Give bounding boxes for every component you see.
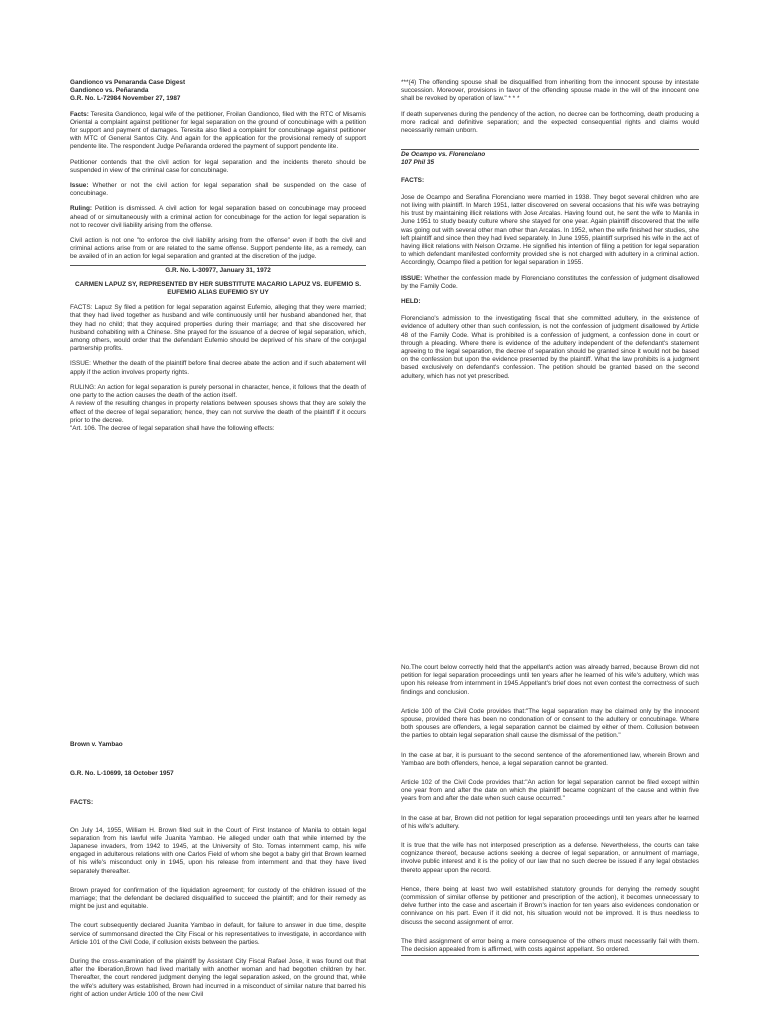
brown-right-5: In the case at bar, Brown did not petition for legal separation proceedings until ten years after he learned of his wife's adultery. [401,814,699,830]
ocampo-citation: 107 Phil 35 [401,159,435,167]
gandionco-issue: Issue: Whether or not the civil action for legal separation shall be suspended on the case of concubinage. [70,182,366,198]
case-heading-title: Gandionco vs. Peñaranda [70,87,149,95]
ocampo-held-label: HELD: [401,298,421,306]
left-column-bottom [70,741,366,1006]
lapuz-continuation: ***(4) The offending spouse shall be disqualified from inheriting from the innocent spouse by intestate succession. Moreover, provisions in favor of the offending spouse made in the will of the innocent one shall be revoked by operation of law." * * * [401,79,699,103]
ocampo-issue: ISSUE: Whether the confession made by Florenciano constitutes the confession of judgment disallowed by the Family Code. [401,274,699,290]
lapuz-gr: G.R. No. L-30977, January 31, 1972 [70,265,366,275]
brown-facts-2: Brown prayed for confirmation of the liquidation agreement; for custody of the children issued of the marriage; that the defendant be declared disqualified to succeed the plaintiff; and for their remedy as might be just and equitable. [70,886,366,911]
brown-facts-label: FACTS: [70,799,94,807]
right-column-bottom [401,664,699,963]
case-heading-digest: Gandionco vs Penaranda Case Digest [70,79,186,86]
lapuz-title: CARMEN LAPUZ SY, REPRESENTED BY HER SUBSTITUTE MACARIO LAPUZ VS. EUFEMIO S. EUFEMIO ALIAS EUFEMIO SY UY [74,280,362,297]
lapuz-issue: ISSUE: Whether the death of the plaintiff before final decree abate the action and if such abatement will apply if the action involves property rights. [70,360,366,376]
lapuz-ruling-1: RULING: An action for legal separation is purely personal in character, hence, it follows that the death of one party to the action causes the death of the action itself. [70,383,366,400]
ocampo-facts-label: FACTS: [401,176,425,184]
gandionco-ruling: Ruling: Petition is dismissed. A civil action for legal separation based on concubinage may proceed ahead of or simultaneously with a criminal action for concubinage for the action for legal separation is not to recover civil liability arising from the offense. [70,205,366,229]
brown-right-4: Article 102 of the Civil Code provides that:"An action for legal separation cannot be filed except within one year from and after the date on which the plaintiff became cognizant of the cause and within five years from and after the date when such cause occurred." [401,779,699,803]
lapuz-ruling-2: A review of the resulting changes in property relations between spouses shows that they are solely the effect of the decree of legal separation; hence, they can not survive the death of the plaintiff if it occurs prior to the decree. [70,400,366,424]
brown-right-3: In the case at bar, it is pursuant to the second sentence of the aforementioned law, wherein Brown and Yambao are both offenders, hence, a legal separation cannot be granted. [401,751,699,767]
brown-facts-4: During the cross-examination of the plaintiff by Assistant City Fiscal Rafael Jose, it was found out that after the liberation,Brown had lived maritally with another woman and had begotten children by her. Thereafter, the court rendered judgment denying the legal separation asked, on the ground that, while the wife's adultery was established, Brown had incurred in a misconduct of similar nature that barred his right of action under Article 100 of the new Civil [70,958,366,998]
gandionco-civil-action: Civil action is not one "to enforce the civil liability arising from the offense" even if both the civil and criminal actions arise from or are related to the same offense. Support pendente lite, as a remedy, can be availed of in an action for legal separation and granted at the discretion of the judge. [70,237,366,261]
case-heading-gr: G.R. No. L-72984 November 27, 1987 [70,95,181,103]
gandionco-facts: Facts: Teresita Gandionco, legal wife of the petitioner, Froilan Gandionco, filed with the RTC of Misamis Oriental a complaint against petitioner for legal separation on the ground of concubinage with a petition for support and payment of damages. Teresita also filed a complaint for concubinage against petitioner with MTC of General Santos City. And again for the application for the provisional remedy of support pendente lite. The respondent Judge Peñaranda ordered the payment of support pendente lite. [70,110,366,151]
brown-facts-3: The court subsequently declared Juanita Yambao in default, for failure to answer in due time, despite service of summonsand directed the City Fiscal or his representatives to investigate, in accordance with Article 101 of the Civil Code, if collusion exists between the parties. [70,922,366,946]
brown-right-6: It is true that the wife has not interposed prescription as a defense. Nevertheless, the courts can take cognizance thereof, because actions seeking a decree of legal separation, or annulment of marriage, involve public interest and it is the policy of our law that no such decree be issued if any legal obstacles thereto appear upon the record. [401,842,699,874]
brown-title: Brown v. Yambao [70,741,123,748]
right-column-top [401,79,699,388]
lapuz-ruling-3: "Art. 106. The decree of legal separation shall have the following effects: [70,424,275,432]
brown-gr: G.R. No. L-10699, 18 October 1957 [70,770,174,778]
brown-right-7: Hence, there being at least two well established statutory grounds for denying the remedy sought (commission of similar offense by petitioner and prescription of the action), it becomes unnecessary to delve further into the case and ascertain if Brown's inaction for ten years also evidences condonation or connivance on his part. Even if it did not, his situation would not be improved. It is thus needless to discuss the second assignment of error. [401,885,699,926]
brown-right-1: No.The court below correctly held that the appellant's action was already barred, because Brown did not petition for legal separation proceedings until ten years after he learned of his wife's adultery, which was upon his release from internment in 1945.Appellant's brief does not even contest the correctness of such findings and conclusion. [401,664,699,696]
brown-facts-1: On July 14, 1955, William H. Brown filed suit in the Court of First Instance of Manila to obtain legal separation from his lawful wife Juanita Yambao. He alleged under oath that while interned by the Japanese invaders, from 1942 to 1945, at the University of Sto. Tomas internment camp, his wife engaged in adulterous relations with one Carlos Field of whom she begot a baby girl that Brown learned of his wife's misconduct only in 1945, upon his release from internment and that they have lived separately thereafter. [70,826,366,875]
gandionco-contention: Petitioner contends that the civil action for legal separation and the incidents thereto should be suspended in view of the criminal case for concubinage. [70,158,366,174]
ocampo-held: Florenciano's admission to the investigating fiscal that she committed adultery, in the existence of evidence of adultery other than such confession, is not the confession of judgment disallowed by Article 48 of the Family Code. What is prohibited is a confession of judgment, a confession done in court or through a pleading. Where there is evidence of the adultery independent of the defendant's statement agreeing to the legal separation, the decree of separation should be granted since it would not be based on the confession but upon the evidence presented by the plaintiff. What the law prohibits is a judgment based exclusively on defendant's confession. The petition should be granted based on the second adultery, which has not yet prescribed. [401,315,699,380]
ocampo-facts: Jose de Ocampo and Serafina Florenciano were married in 1938. They begot several children who are not living with plaintiff. In March 1951, latter discovered on several occasions that his wife was betraying his trust by maintaining illicit relations with Jose Arcalas. Having found out, he sent the wife to Manila in June 1951 to study beauty culture where she stayed for one year. Again plaintiff discovered that the wife was going out with several other man other than Arcalas. In 1952, when the wife finished her studies, she left plaintiff and since then they had lived separately. In June 1955, plaintiff surprised his wife in the act of having illicit relations with Nelson Orzame. He signified his intention of filing a petition for legal separation to which defendant manifested conformity provided she is not charged with adultery in a criminal action. Accordingly, Ocampo filed a petition for legal separation in 1955. [401,193,699,267]
lapuz-facts: FACTS: Lapuz Sy filed a petition for legal separation against Eufemio, alleging that they were married; that they had lived together as husband and wife continuously until her husband abandoned her, that they had no child; that they acquired properties during their marriage; and that she discovered her husband cohabiting with a Chinese. She prayed for the issuance of a decree of legal separation, which, among others, would order that the defendant Eufemio should be deprived of his share of the conjugal partnership profits. [70,304,366,353]
left-column-top [70,79,366,433]
lapuz-death: If death supervenes during the pendency of the action, no decree can be forthcoming, death producing a more radical and definitive separation; and the expected consequential rights and claims would necessarily remain unborn. [401,110,699,135]
brown-right-2: Article 100 of the Civil Code provides that:"The legal separation may be claimed only by the innocent spouse, provided there has been no condonation of or consent to the adultery or concubinage. Where both spouses are offenders, a legal separation cannot be claimed by either of them. Collusion between the parties to obtain legal separation shall cause the dismissal of the petition." [401,707,699,740]
ocampo-title: De Ocampo vs. Florenciano [401,151,486,159]
brown-right-8: The third assignment of error being a mere consequence of the others must necessarily fail with them. The decision appealed from is affirmed, with costs against appellant. So ordered. [401,938,699,956]
